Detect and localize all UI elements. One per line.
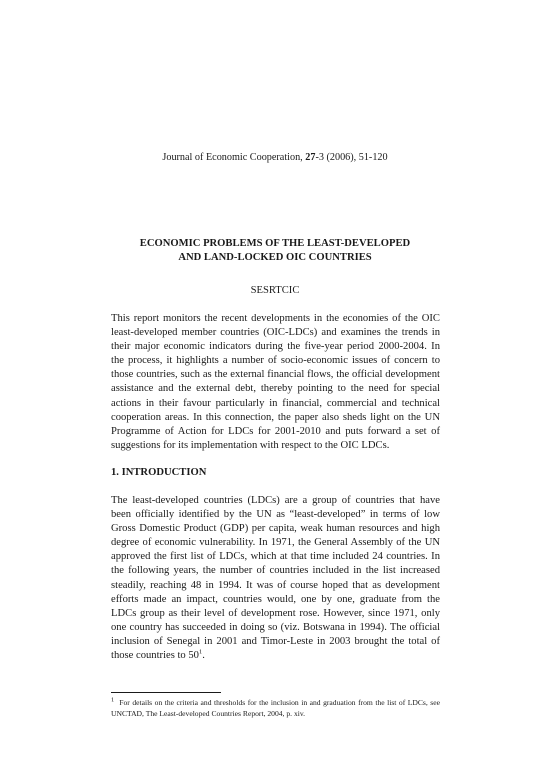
paper-title-line-2: AND LAND-LOCKED OIC COUNTRIES (178, 252, 372, 263)
paper-title (0, 237, 550, 265)
introduction-paragraph (111, 494, 440, 663)
paper-author: SESRTCIC (250, 285, 300, 296)
journal-volume: 27 (305, 152, 316, 163)
footnote-reference[interactable]: 1 (198, 648, 203, 656)
introduction-text: The least-developed countries (LDCs) are a group of countries that have been officially identified by the UN as “least-developed” in terms of low Gross Domestic Product (GDP) per capita, weak human resources and high degree of economic vulnerability. In 1971, the General Assembly of the UN approved the first list of LDCs, which at that time included 24 countries. In the following years, the number of countries included in the list increased steadily, reaching 48 in 1994. It was of course hoped that as development efforts made an impact, countries would, one by one, graduate from the LDCs group as their level of development rose. However, since 1971, only one country has succeeded in doing so (viz. Botswana in 1994). The official inclusion of Senegal in 2001 and Timor-Leste in 2003 brought the total of those countries to 50 (111, 495, 440, 662)
footnote-text: For details on the criteria and thresholds for the inclusion in and graduation from the list of LDCs, see UNCTAD, The Least-developed Countries Report, 2004, p. xiv. (111, 698, 440, 718)
footnote-divider (111, 692, 221, 693)
introduction-text-end: . (202, 650, 205, 662)
footnote (111, 697, 440, 719)
journal-citation (0, 151, 550, 164)
paper-title-line-1: ECONOMIC PROBLEMS OF THE LEAST-DEVELOPED (139, 238, 411, 249)
section-heading-introduction: 1. INTRODUCTION (111, 467, 207, 478)
abstract-paragraph: This report monitors the recent developments in the economies of the OIC least-developed member countries (OIC-LDCs) and examines the trends in their major economic indicators during the five-year period 2000-2004. In the process, it highlights a number of socio-economic issues of concern to those countries, such as the external financial flows, the official development assistance and the external debt, thereby pointing to the need for special actions in their favour particularly in financial, commercial and technical cooperation areas. In this connection, the paper also sheds light on the UN Programme of Action for LDCs for 2001-2010 and puts forward a set of suggestions for its implementation with respect to the OIC LDCs. (111, 313, 440, 451)
footnote-marker: 1 (111, 696, 115, 704)
journal-name: Journal of Economic Cooperation, (162, 152, 306, 163)
journal-issue-pages: -3 (2006), 51-120 (315, 152, 388, 163)
